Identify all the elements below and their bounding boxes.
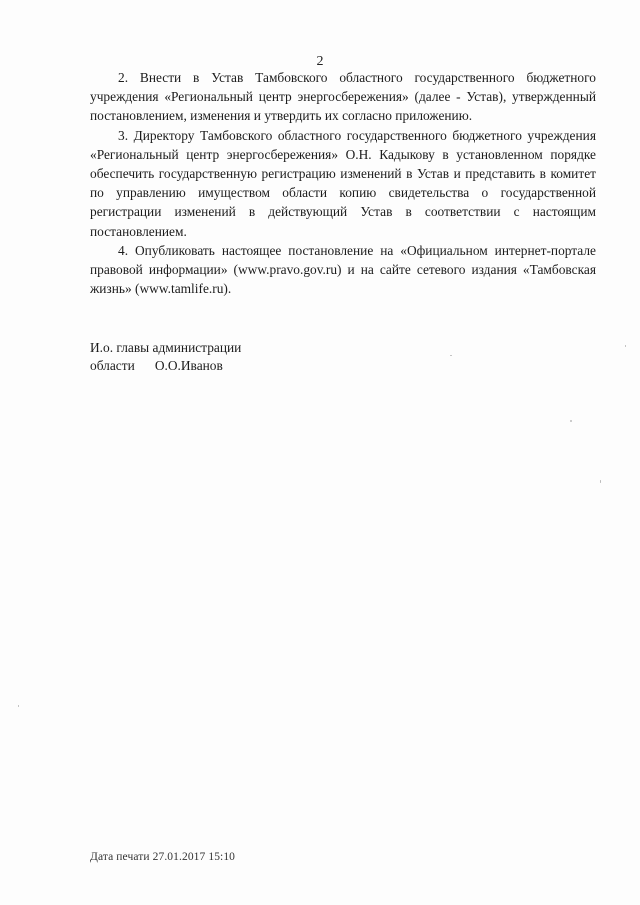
signature-position: И.о. главы администрации: [90, 340, 242, 355]
scan-speck: [625, 345, 626, 347]
scan-speck: [570, 420, 572, 422]
signature-block: [90, 339, 390, 375]
scan-speck: [450, 355, 452, 356]
paragraph-item-3: 3. Директору Тамбовского областного государственного бюджетного учреждения «Региональный центр энергосбережения» О.Н. Кадыкову в установленном порядке обеспечить государственную регистрацию изменений в Устав и представить в комитет по управлению имуществом области копию свидетельства о государственной регистрации изменений в действующий Устав в соответствии с настоящим постановлением.: [90, 127, 596, 239]
page-number: 2: [316, 54, 324, 69]
document-body: [90, 68, 596, 298]
paragraph-item-4: 4. Опубликовать настоящее постановление на «Официальном интернет-портале правовой информации» (www.pravo.gov.ru) и на сайте сетевого издания «Тамбовская жизнь» (www.tamlife.ru).: [90, 242, 596, 297]
print-date: Дата печати 27.01.2017 15:10: [90, 851, 236, 863]
paragraph-item-2: 2. Внести в Устав Тамбовского областного государственного бюджетного учреждения «Региональный центр энергосбережения» (далее - Устав), утвержденный постановлением, изменения и утвердить их согласно приложению.: [90, 70, 596, 124]
scan-speck: [600, 480, 601, 483]
signature-name: области О.О.Иванов: [90, 358, 223, 373]
scan-speck: [18, 705, 19, 707]
